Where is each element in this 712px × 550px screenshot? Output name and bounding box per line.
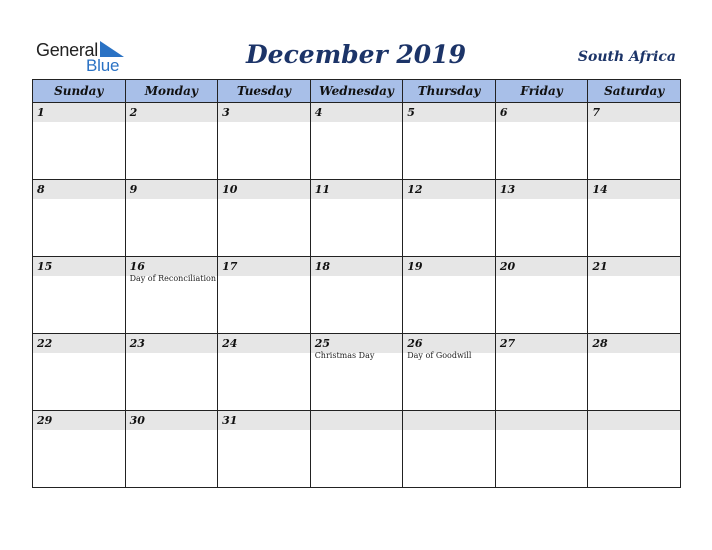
day-cell [125,334,218,411]
day-cell [218,334,311,411]
day-number: 18 [311,257,403,276]
holiday-label: Day of Goodwill [407,351,472,360]
day-number: 30 [126,411,218,430]
month-calendar-grid [32,79,681,488]
day-cell [218,257,311,334]
day-cell [310,257,403,334]
day-cell [495,103,588,180]
day-number: 28 [588,334,680,353]
day-number: 4 [311,103,403,122]
holiday-label: Day of Reconciliation [129,274,217,283]
day-cell [125,180,218,257]
week-row [33,257,681,334]
day-number: 20 [496,257,588,276]
day-cell [588,103,681,180]
week-row [33,180,681,257]
day-number: 23 [126,334,218,353]
day-number: 21 [588,257,680,276]
day-cell [403,334,496,411]
day-number: 16 [126,257,218,276]
day-cell [588,257,681,334]
weekday-header-saturday: Saturday [588,80,681,103]
day-number: 15 [33,257,125,276]
weekday-header-monday: Monday [125,80,218,103]
day-cell [218,180,311,257]
day-number: 1 [33,103,125,122]
day-number [588,411,680,430]
holiday-label: Christmas Day [314,351,375,360]
day-number: 29 [33,411,125,430]
weekday-header-sunday: Sunday [33,80,126,103]
day-cell [495,334,588,411]
day-cell [495,180,588,257]
day-cell [403,257,496,334]
day-number: 2 [126,103,218,122]
day-number: 27 [496,334,588,353]
day-cell [33,103,126,180]
weekday-header-friday: Friday [495,80,588,103]
day-cell [310,411,403,488]
day-cell [310,103,403,180]
day-cell [403,180,496,257]
weekday-header-tuesday: Tuesday [218,80,311,103]
day-cell [125,411,218,488]
day-cell [588,411,681,488]
day-cell [218,103,311,180]
country-label: South Africa [577,49,676,65]
day-cell [403,103,496,180]
day-number: 5 [403,103,495,122]
day-cell [125,257,218,334]
calendar-title: December 2019 [245,40,466,69]
day-cell [588,180,681,257]
day-number: 10 [218,180,310,199]
weekday-header-thursday: Thursday [403,80,496,103]
logo-general-text: General [36,40,98,60]
day-cell [588,334,681,411]
week-row [33,411,681,488]
day-number: 7 [588,103,680,122]
day-number [403,411,495,430]
day-number: 26 [403,334,495,353]
day-number: 17 [218,257,310,276]
day-number: 25 [311,334,403,353]
day-number: 31 [218,411,310,430]
day-cell [310,180,403,257]
day-number: 24 [218,334,310,353]
weekday-header-wednesday: Wednesday [310,80,403,103]
day-cell [310,334,403,411]
day-number: 9 [126,180,218,199]
day-number: 6 [496,103,588,122]
logo-blue-text: Blue [86,56,120,75]
day-number: 3 [218,103,310,122]
day-number: 14 [588,180,680,199]
day-number: 11 [311,180,403,199]
day-cell [495,411,588,488]
day-number: 19 [403,257,495,276]
day-cell [125,103,218,180]
day-cell [33,411,126,488]
day-cell [33,334,126,411]
week-row [33,334,681,411]
day-number: 8 [33,180,125,199]
day-number [496,411,588,430]
day-number: 13 [496,180,588,199]
day-cell [218,411,311,488]
day-cell [33,180,126,257]
day-number: 12 [403,180,495,199]
day-cell [403,411,496,488]
week-row [33,103,681,180]
day-number [311,411,403,430]
weekday-header-row [33,80,681,103]
day-cell [33,257,126,334]
day-cell [495,257,588,334]
day-number: 22 [33,334,125,353]
